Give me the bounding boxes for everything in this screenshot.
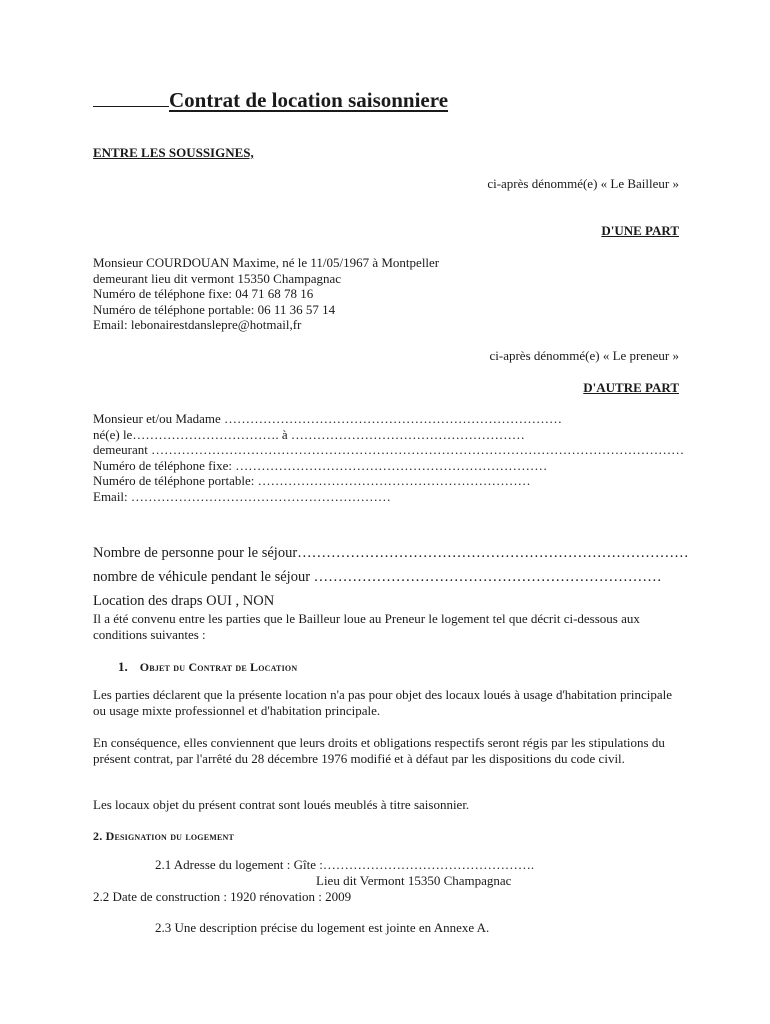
section-2-adresse: 2.1 Adresse du logement : Gîte :…………………………………………. <box>155 857 535 872</box>
sejour-details <box>93 541 689 613</box>
intro-heading: ENTRE LES SOUSSIGNES, <box>93 145 254 160</box>
section-1-number: 1. <box>118 659 128 674</box>
section-1-para-2: En conséquence, elles conviennent que leurs droits et obligations respectifs seront régis par les stipulations du présent contrat, par l'arrêté du 28 décembre 1976 modifié et à défaut par les dispositions du code civil. <box>93 735 665 766</box>
preneur-label: ci-après dénommé(e) « Le preneur » <box>489 348 679 363</box>
autre-part-heading: D'AUTRE PART <box>583 380 679 395</box>
bailleur-line: Numéro de téléphone fixe: 04 71 68 78 16 <box>93 286 314 302</box>
bailleur-line: demeurant lieu dit vermont 15350 Champagnac <box>93 270 342 286</box>
section-2-construction: 2.2 Date de construction : 1920 rénovation : 2009 <box>93 889 352 904</box>
section-1-title: Objet du Contrat de Location <box>139 660 298 674</box>
sejour-line: Nombre de personne pour le séjour……………………………………………………………………… <box>93 545 689 561</box>
bailleur-line: Email: lebonairestdanslepre@hotmail,fr <box>93 317 302 333</box>
section-2-heading: 2. Designation du logement <box>93 829 235 843</box>
section-2-adresse-2: Lieu dit Vermont 15350 Champagnac <box>316 873 512 888</box>
bailleur-label: ci-après dénommé(e) « Le Bailleur » <box>487 176 679 191</box>
bailleur-line: Numéro de téléphone portable: 06 11 36 57 14 <box>93 301 336 317</box>
preneur-line: Numéro de téléphone fixe: ……………………………………………………………… <box>93 457 548 473</box>
title-underline-lead <box>93 88 169 107</box>
convenu-paragraph: Il a été convenu entre les parties que le Bailleur loue au Preneur le logement tel que décrit ci-dessous aux conditions suivantes : <box>93 611 640 642</box>
sejour-line: nombre de véhicule pendant le séjour ……………………………………………………………… <box>93 569 662 585</box>
bailleur-line: Monsieur COURDOUAN Maxime, né le 11/05/1967 à Montpeller <box>93 255 440 270</box>
section-1-para-3: Les locaux objet du présent contrat sont loués meublés à titre saisonnier. <box>93 797 470 812</box>
sejour-line: Location des draps OUI , NON <box>93 593 275 609</box>
une-part-heading: D'UNE PART <box>601 223 679 238</box>
preneur-line: Numéro de téléphone portable: ……………………………………………………… <box>93 473 531 489</box>
section-1-para-1: Les parties déclarent que la présente location n'a pas pour objet des locaux loués à usage d'habitation principale ou usage mixte professionnel et d'habitation principale. <box>93 687 673 718</box>
title-text: Contrat de location saisonniere <box>169 88 449 112</box>
preneur-line: demeurant …………………………………………………………………………………………………………… <box>93 442 685 458</box>
page-title <box>93 88 448 113</box>
preneur-line: Monsieur et/ou Madame …………………………………………………………………… <box>93 411 563 426</box>
preneur-details <box>93 411 684 505</box>
section-1-heading <box>118 659 297 676</box>
bailleur-details <box>93 255 439 333</box>
section-2-description: 2.3 Une description précise du logement est jointe en Annexe A. <box>155 920 490 935</box>
preneur-line: né(e) le……………………………. à ……………………………………………… <box>93 426 525 442</box>
preneur-line: Email: …………………………………………………… <box>93 488 391 504</box>
